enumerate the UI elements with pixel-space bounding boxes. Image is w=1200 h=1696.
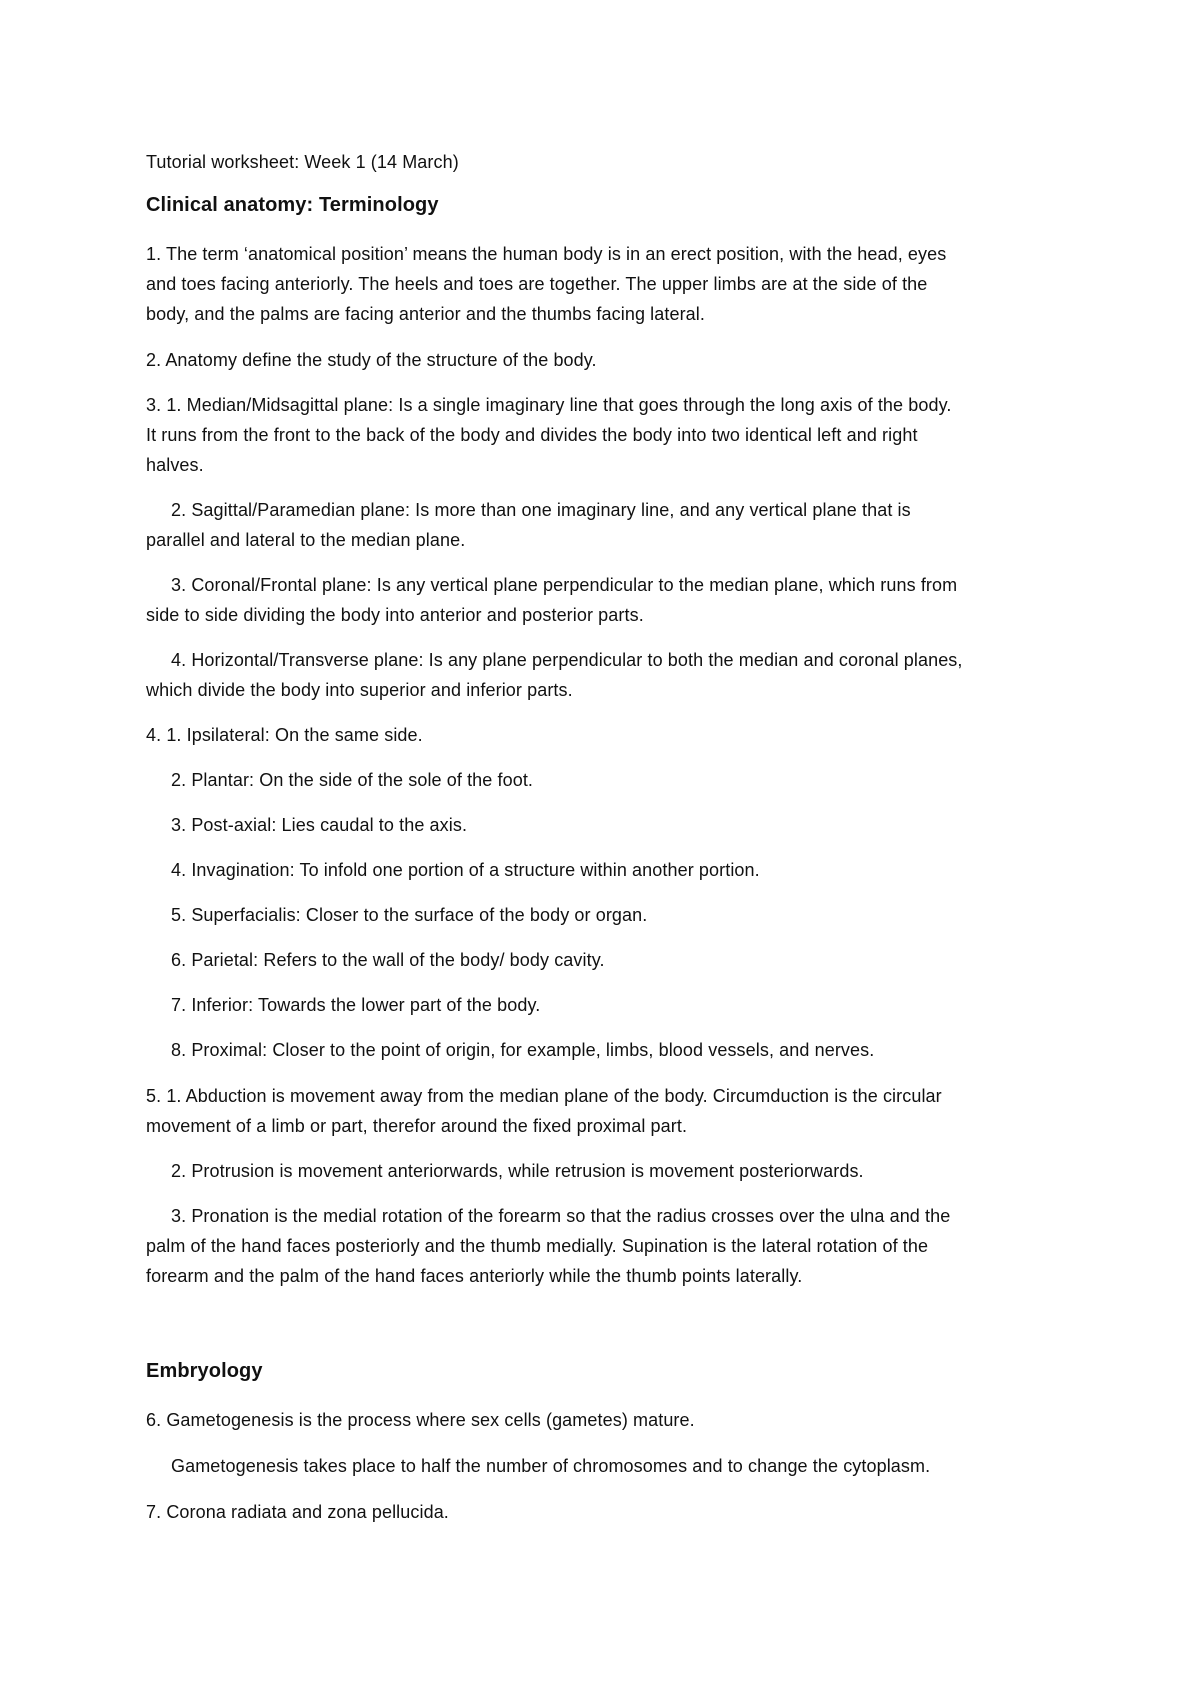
q1-line-1: 1. The term ‘anatomical position’ means the human body is in an erect position, with the head, eyes bbox=[146, 244, 947, 264]
q7-line: 7. Corona radiata and zona pellucida. bbox=[146, 1502, 449, 1522]
q3-3-line-1: 3. Coronal/Frontal plane: Is any vertical plane perpendicular to the median plane, which runs from bbox=[171, 575, 958, 595]
q5-2-line: 2. Protrusion is movement anteriorwards, while retrusion is movement posteriorwards. bbox=[171, 1161, 864, 1181]
worksheet-subtitle: Tutorial worksheet: Week 1 (14 March) bbox=[146, 152, 459, 172]
q5-3-line-3: forearm and the palm of the hand faces anteriorly while the thumb points laterally. bbox=[146, 1266, 803, 1286]
q3-1-line-2: It runs from the front to the back of the body and divides the body into two identical left and right bbox=[146, 425, 918, 445]
q3-1-line-3: halves. bbox=[146, 455, 204, 475]
section-title-terminology: Clinical anatomy: Terminology bbox=[146, 194, 439, 216]
q1-line-3: body, and the palms are facing anterior and the thumbs facing lateral. bbox=[146, 304, 705, 324]
q5-3-line-1: 3. Pronation is the medial rotation of the forearm so that the radius crosses over the ulna and the bbox=[171, 1206, 951, 1226]
q6-b-line: Gametogenesis takes place to half the number of chromosomes and to change the cytoplasm. bbox=[171, 1456, 931, 1476]
q5-1-line-2: movement of a limb or part, therefor around the fixed proximal part. bbox=[146, 1116, 688, 1136]
q4-3-line: 3. Post-axial: Lies caudal to the axis. bbox=[171, 815, 468, 835]
q3-3-line-2: side to side dividing the body into anterior and posterior parts. bbox=[146, 605, 644, 625]
q4-4-line: 4. Invagination: To infold one portion of a structure within another portion. bbox=[171, 860, 760, 880]
q1-line-2: and toes facing anteriorly. The heels and toes are together. The upper limbs are at the side of the bbox=[146, 274, 928, 294]
q4-2-line: 2. Plantar: On the side of the sole of the foot. bbox=[171, 770, 534, 790]
q3-1-line-1: 3. 1. Median/Midsagittal plane: Is a single imaginary line that goes through the long axis of the body. bbox=[146, 395, 952, 415]
q4-6-line: 6. Parietal: Refers to the wall of the body/ body cavity. bbox=[171, 950, 605, 970]
q4-7-line: 7. Inferior: Towards the lower part of the body. bbox=[171, 995, 541, 1015]
q2-line: 2. Anatomy define the study of the structure of the body. bbox=[146, 350, 597, 370]
q4-8-line: 8. Proximal: Closer to the point of origin, for example, limbs, blood vessels, and nerves. bbox=[171, 1040, 875, 1060]
q5-1-line-1: 5. 1. Abduction is movement away from the median plane of the body. Circumduction is the circular bbox=[146, 1086, 942, 1106]
q6-line: 6. Gametogenesis is the process where sex cells (gametes) mature. bbox=[146, 1410, 695, 1430]
q4-5-line: 5. Superfacialis: Closer to the surface of the body or organ. bbox=[171, 905, 648, 925]
q5-3-line-2: palm of the hand faces posteriorly and the thumb medially. Supination is the lateral rotation of the bbox=[146, 1236, 929, 1256]
q3-2-line-1: 2. Sagittal/Paramedian plane: Is more than one imaginary line, and any vertical plane that is bbox=[171, 500, 911, 520]
q3-4-line-2: which divide the body into superior and inferior parts. bbox=[146, 680, 573, 700]
q3-4-line-1: 4. Horizontal/Transverse plane: Is any plane perpendicular to both the median and coronal planes, bbox=[171, 650, 963, 670]
section-title-embryology: Embryology bbox=[146, 1360, 263, 1382]
q3-2-line-2: parallel and lateral to the median plane. bbox=[146, 530, 466, 550]
q4-1-line: 4. 1. Ipsilateral: On the same side. bbox=[146, 725, 423, 745]
